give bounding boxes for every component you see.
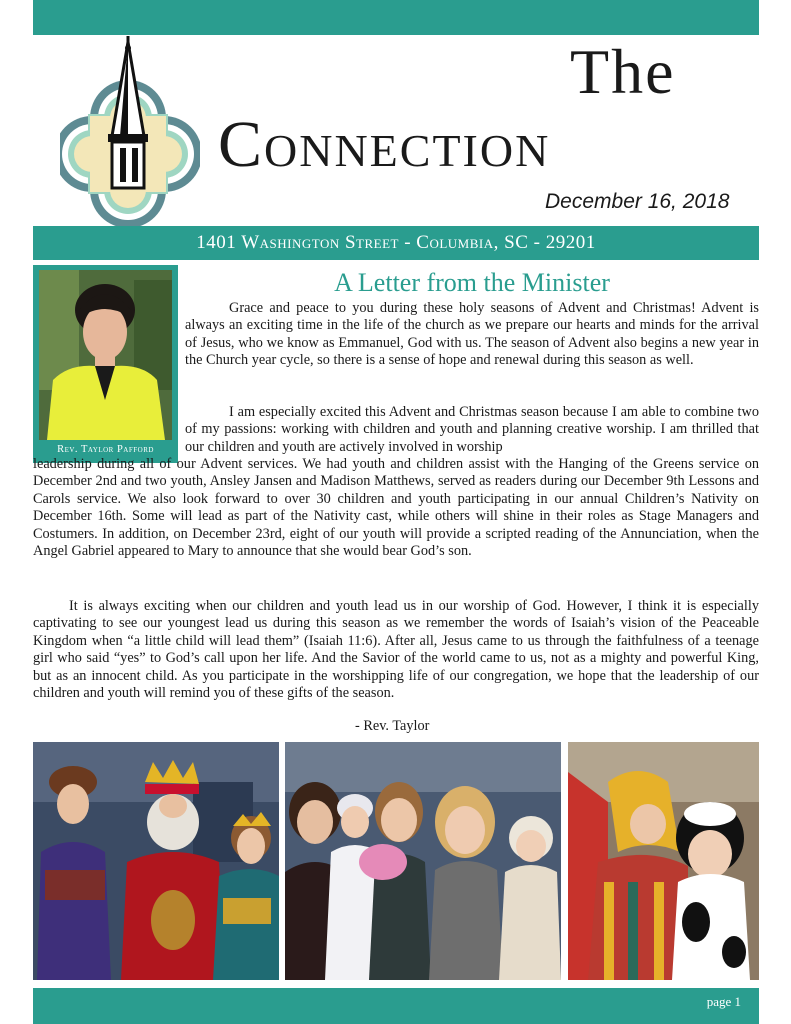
minister-photo-caption: Rev. Taylor Pafford [57, 444, 154, 455]
letter-paragraph-2-bottom: leadership during all of our Advent services. We had youth and children assist with the Hanging of the Greens service on December 2nd and two youth, Ansley Jansen and Madison Matthews, served as readers during our December 9th Lessons and Carols service. We also look forward to over 30 children and youth participating in our annual Children’s Nativity on December 16th. Some will lead as part of the Nativity cast, while others will shine in their roles as Stage Managers and Costumers. In addition, on December 23rd, eight of our youth will provide a scripted reading of the Annunciation, when the Angel Gabriel appeared to Mary to announce that she would bear God’s son. [33, 456, 759, 560]
top-banner-bar [33, 0, 759, 35]
letter-paragraph-2-top: I am especially excited this Advent and Christmas season because I am able to combine two of my passions: working with children and youth and planning creative worship. I am thrilled that our children and youth are actively involved in worship [185, 404, 759, 455]
masthead-title-connection: Connection [218, 108, 551, 181]
address-text: 1401 Washington Street - Columbia, SC - 29201 [196, 232, 596, 253]
page-number: page 1 [706, 994, 741, 1009]
minister-photo [39, 270, 172, 440]
minister-photo-frame [33, 265, 178, 463]
letter-paragraph-3: It is always exciting when our children and youth lead us in our worship of God. However, I think it is especially captivating to see our youngest lead us during this season as we remember the words of Isaiah’s vision of the Peaceable Kingdom when “a little child will lead them” (Isaiah 11:6). After all, Jesus came to us through the faithfulness of a teenage girl who said “yes” to God’s call upon her life. And the Savior of the world came to us, not as a mighty and powerful King, but as an innocent child. As you participate in the worshipping life of our congregation, we hope that the leadership of our children and youth will remind you of these gifts of the season. [33, 598, 759, 702]
issue-date: December 16, 2018 [545, 190, 730, 213]
letter-signature: - Rev. Taylor [355, 718, 430, 734]
footer-bar [33, 988, 759, 1024]
nativity-shepherds-photo [568, 742, 759, 980]
masthead-title-the: The [570, 36, 676, 107]
nativity-kings-photo [33, 742, 279, 980]
nativity-group-photo [285, 742, 561, 980]
letter-paragraph-1: Grace and peace to you during these holy seasons of Advent and Christmas! Advent is always an exciting time in the life of the church as we prepare our hearts and minds for the arrival of Jesus, who we know as Emmanuel, God with us. The season of Advent also begins a new year in the Church year cycle, so there is a sense of hope and renewal during this season as well. [185, 300, 759, 369]
address-banner [33, 226, 759, 260]
steeple-logo-icon [60, 36, 200, 226]
letter-title: A Letter from the Minister [334, 268, 610, 297]
